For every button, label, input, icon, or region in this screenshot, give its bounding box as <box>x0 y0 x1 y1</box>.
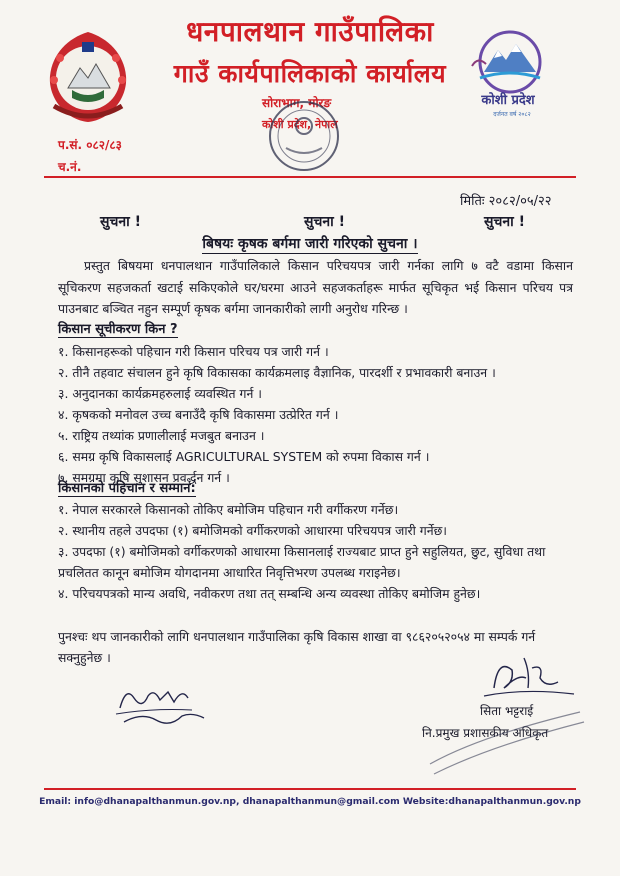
header-divider <box>44 176 576 178</box>
svg-text:कोशी प्रदेश: कोशी प्रदेश <box>481 93 535 108</box>
footer-contact: Email: info@dhanapalthanmun.gov.np, dhanapalthanmun@gmail.com Website:dhanapalthanmun.gov.np <box>39 796 581 807</box>
list-item: ४. परिचयपत्रको मान्य अवधि, नवीकरण तथा तत् सम्बन्धि अन्य व्यवस्था तोकिए बमोजिम हुनेछ। <box>58 586 481 601</box>
reference-number: प.सं. ०८२/८३ <box>58 138 122 152</box>
list-item: २. तीनै तहवाट संचालन हुने कृषि विकासका कार्यक्रमलाइ वैज्ञानिक, पारदर्शी र प्रभावकारी बनाउन । <box>58 365 496 380</box>
office-title-line1: धनपालथान गाउँपालिका <box>186 15 434 48</box>
list-item: ३. अनुदानका कार्यक्रमहरुलाई व्यवस्थित गर्न । <box>58 386 262 401</box>
dispatch-number: च.नं. <box>58 160 82 174</box>
letter-date: मितिः २०८२/०५/२२ <box>460 194 552 209</box>
right-handwritten-signature <box>474 648 584 706</box>
list-item: १. किसानहरूको पहिचान गरी किसान परिचय पत्र जारी गर्न । <box>58 344 329 359</box>
list-item: १. नेपाल सरकारले किसानको तोकिए बमोजिम पहिचान गरी वर्गीकरण गर्नेछ। <box>58 502 399 517</box>
contact-footnote: पुनश्चः थप जानकारीको लागि धनपालथान गाउँपालिका कृषि विकास शाखा वा ९८६२०५२०५४ मा सम्पर्क गर्न सक्नुहुनेछ । <box>58 629 536 665</box>
office-address-line1: सोराभाग, मोरङ <box>262 96 332 110</box>
designation-rubber-stamp <box>420 706 590 778</box>
list-item: २. स्थानीय तहले उपदफा (१) बमोजिमको वर्गीकरणको आधारमा परिचयपत्र जारी गर्नेछ। <box>58 523 447 538</box>
section-heading-farmer-identity: किसानको पहिचान र सम्मान: <box>58 481 196 496</box>
list-item: ५. राष्ट्रिय तथ्यांक प्रणालीलाई मजबुत बनाउन । <box>58 428 265 443</box>
signatory-name: सिता भट्टराई <box>480 704 534 718</box>
office-address-line2: कोशी प्रदेश, नेपाल <box>262 118 338 131</box>
notice-label-left: सुचना ! <box>100 214 142 230</box>
farmer-identity-list <box>58 499 578 604</box>
letter-subject: बिषयः कृषक बर्गमा जारी गरिएको सुचना । <box>202 236 418 252</box>
left-handwritten-signature <box>112 678 212 730</box>
intro-paragraph: प्रस्तुत बिषयमा धनपालथान गाउँपालिकाले किसान परिचयपत्र जारी गर्नका लागि ७ वटै वडामा किसान सूचिकरण सहजकर्ता खटाई सकिएकोले घर/घरमा आउने सहजकर्ताहरू मार्फत सूचिकृत भई किसान परिचय पत्र पाउनबाट बञ्चित नहुन सम्पूर्ण कृषक बर्गमा जानकारीको लागी अनुरोध गरिन्छ । <box>58 258 573 316</box>
notice-label-right: सुचना ! <box>484 214 526 230</box>
notice-label-center: सुचना ! <box>304 214 346 230</box>
list-item: ४. कृषकको मनोवल उच्च बनाउँदै कृषि विकासमा उत्प्रेरित गर्न । <box>58 407 339 422</box>
svg-text:दर्जनत वर्ष २०८२: दर्जनत वर्ष २०८२ <box>493 111 531 118</box>
section-heading-why-registration: किसान सूचीकरण किन ? <box>58 322 178 337</box>
list-item: ७. समग्रमा कृषि सुशासन प्रवर्द्धन गर्न । <box>58 470 230 485</box>
list-item: ३. उपदफा (१) बमोजिमको वर्गीकरणको आधारमा किसानलाई राज्यबाट प्राप्त हुने सहुलियत, छुट, सुविधा तथा प्रचलितत कानून बमोजिम योगदानमा आधारित निवृत्तिभरण उपलब्ध गराइनेछ। <box>58 544 546 580</box>
signatory-designation: नि.प्रमुख प्रशासकीय अधिकृत <box>422 726 549 740</box>
office-seal-stamp <box>246 92 356 184</box>
koshi-pradesh-logo <box>458 28 558 122</box>
list-item: ६. समग्र कृषि विकासलाई AGRICULTURAL SYSTEM को रुपमा विकास गर्न । <box>58 449 430 464</box>
registration-reasons-list <box>58 341 578 488</box>
footer-divider <box>44 788 576 790</box>
office-title-line2: गाउँ कार्यपालिकाको कार्यालय <box>173 59 447 88</box>
